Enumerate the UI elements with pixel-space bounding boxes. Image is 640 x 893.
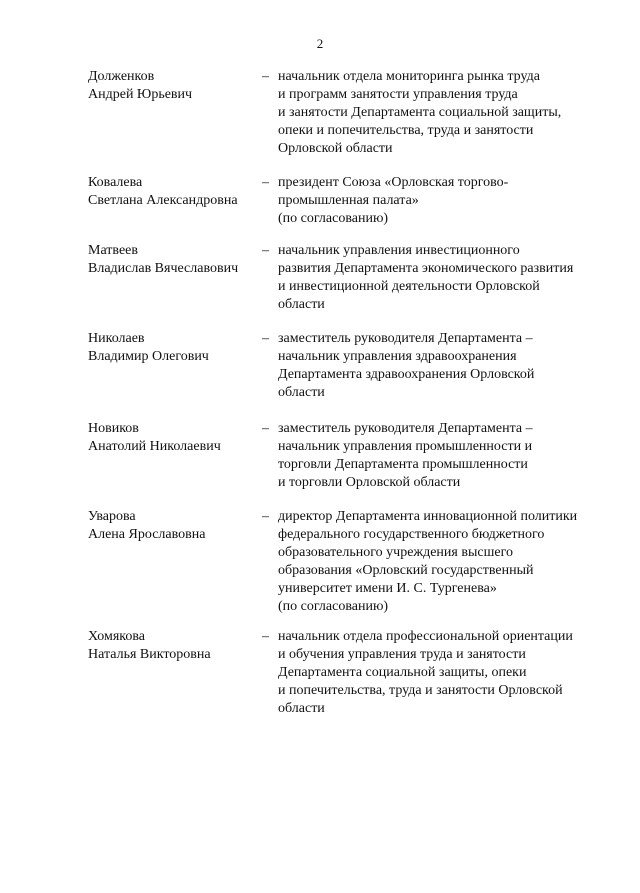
- position-line: Орловской области: [278, 141, 393, 156]
- entry-dash: –: [262, 331, 269, 346]
- member-position: [278, 242, 608, 314]
- member-surname: Матвеев: [88, 243, 138, 258]
- member-surname: Долженков: [88, 69, 155, 84]
- position-line: начальник отдела мониторинга рынка труда: [278, 69, 540, 84]
- position-line: Департамента социальной защиты, опеки: [278, 665, 527, 680]
- position-line: президент Союза «Орловская торгово-: [278, 175, 509, 190]
- position-line: и инвестиционной деятельности Орловской: [278, 279, 540, 294]
- entry-dash: –: [262, 421, 269, 436]
- position-line: начальник управления промышленности и: [278, 439, 533, 454]
- position-line: директор Департамента инновационной политики: [278, 509, 578, 524]
- member-position: [278, 628, 608, 718]
- page-number: 2: [316, 36, 324, 51]
- position-line: торговли Департамента промышленности: [278, 457, 528, 472]
- position-line: развития Департамента экономического развития: [278, 261, 574, 276]
- member-given-names: Анатолий Николаевич: [88, 439, 221, 454]
- member-name: [88, 628, 258, 664]
- position-line: промышленная палата»: [278, 193, 419, 208]
- position-line: (по согласованию): [278, 599, 389, 614]
- member-given-names: Владислав Вячеславович: [88, 261, 239, 276]
- member-name: [88, 174, 258, 210]
- member-name: [88, 420, 258, 456]
- member-name: [88, 68, 258, 104]
- member-surname: Хомякова: [88, 629, 145, 644]
- entry-dash: –: [262, 175, 269, 190]
- position-line: (по согласованию): [278, 211, 389, 226]
- member-position: [278, 174, 608, 228]
- position-line: образовательного учреждения высшего: [278, 545, 513, 560]
- member-position: [278, 420, 608, 492]
- member-surname: Уварова: [88, 509, 136, 524]
- position-line: начальник отдела профессиональной ориентации: [278, 629, 573, 644]
- member-name: [88, 242, 258, 278]
- position-line: и занятости Департамента социальной защиты,: [278, 105, 562, 120]
- member-position: [278, 68, 608, 158]
- position-line: области: [278, 701, 325, 716]
- member-position: [278, 330, 608, 402]
- position-line: и обучения управления труда и занятости: [278, 647, 526, 662]
- entry-dash: –: [262, 509, 269, 524]
- position-line: заместитель руководителя Департамента –: [278, 421, 533, 436]
- position-line: и попечительства, труда и занятости Орловской: [278, 683, 563, 698]
- position-line: и торговли Орловской области: [278, 475, 461, 490]
- member-surname: Николаев: [88, 331, 145, 346]
- member-surname: Ковалева: [88, 175, 143, 190]
- entry-dash: –: [262, 69, 269, 84]
- position-line: и программ занятости управления труда: [278, 87, 518, 102]
- position-line: федерального государственного бюджетного: [278, 527, 545, 542]
- position-line: начальник управления здравоохранения: [278, 349, 517, 364]
- position-line: начальник управления инвестиционного: [278, 243, 520, 258]
- member-name: [88, 508, 258, 544]
- member-given-names: Владимир Олегович: [88, 349, 209, 364]
- position-line: образования «Орловский государственный: [278, 563, 534, 578]
- entry-dash: –: [262, 629, 269, 644]
- entry-dash: –: [262, 243, 269, 258]
- member-surname: Новиков: [88, 421, 139, 436]
- member-given-names: Наталья Викторовна: [88, 647, 211, 662]
- position-line: области: [278, 385, 325, 400]
- member-position: [278, 508, 608, 616]
- member-given-names: Алена Ярославовна: [88, 527, 206, 542]
- position-line: заместитель руководителя Департамента –: [278, 331, 533, 346]
- position-line: университет имени И. С. Тургенева»: [278, 581, 497, 596]
- member-given-names: Светлана Александровна: [88, 193, 238, 208]
- member-given-names: Андрей Юрьевич: [88, 87, 193, 102]
- position-line: опеки и попечительства, труда и занятости: [278, 123, 534, 138]
- member-name: [88, 330, 258, 366]
- position-line: области: [278, 297, 325, 312]
- position-line: Департамента здравоохранения Орловской: [278, 367, 535, 382]
